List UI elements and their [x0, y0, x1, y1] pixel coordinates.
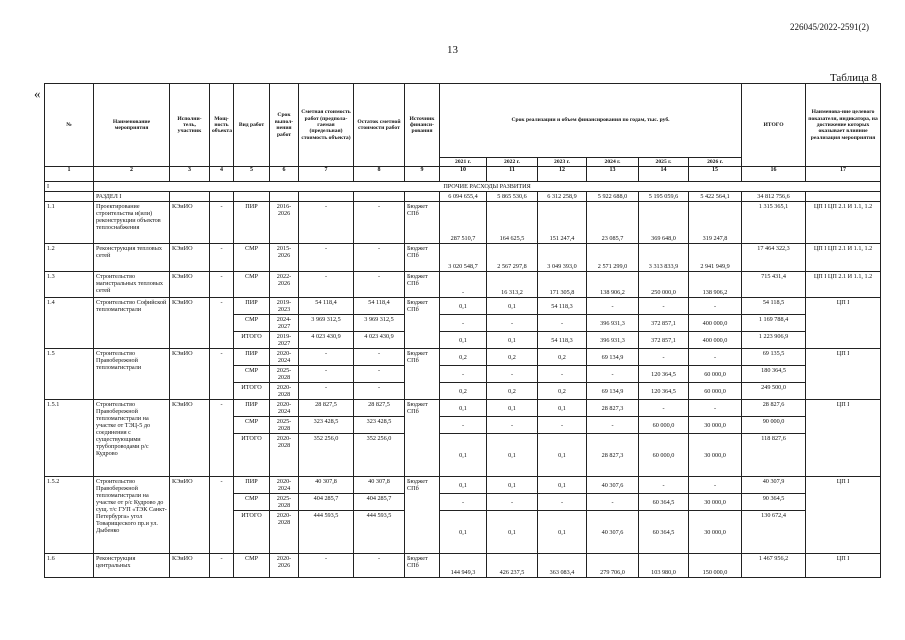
row-executor: КЭиИО	[170, 400, 210, 477]
row-capacity: -	[210, 477, 234, 554]
section-indicator	[806, 192, 881, 202]
col-number: 5	[234, 167, 270, 182]
document-number: 226045/2022-2591(2)	[790, 22, 869, 32]
row-capacity: -	[210, 272, 234, 298]
row-remaining: 40 307,8	[354, 477, 405, 494]
row-term: 2020-2024	[270, 400, 299, 417]
row-source: Бюджет СПб	[405, 244, 440, 272]
col-number: 8	[354, 167, 405, 182]
row-remaining: 404 285,7	[354, 494, 405, 511]
row-year-value: -	[587, 417, 639, 434]
row-remaining: -	[354, 272, 405, 298]
row-year-value: 287 510,7	[440, 202, 487, 244]
row-remaining: -	[354, 366, 405, 383]
row-year-value: 151 247,4	[538, 202, 587, 244]
row-year-value: 0,1	[487, 298, 538, 315]
row-year-value: 69 134,9	[587, 383, 639, 400]
row-work-type: СМР	[234, 315, 270, 332]
section-title: ПРОЧИЕ РАСХОДЫ РАЗВИТИЯ	[94, 182, 881, 192]
row-work-type: ПИР	[234, 400, 270, 417]
row-year-value: -	[689, 400, 742, 417]
row-name: Строительство Софийской тепломагистрали	[94, 298, 170, 349]
row-total: 17 464 322,3	[742, 244, 806, 272]
row-work-type: ПИР	[234, 202, 270, 244]
col-source: Источник финанси-рования	[405, 84, 440, 167]
row-year-value: 23 085,7	[587, 202, 639, 244]
row-source: Бюджет СПб	[405, 477, 440, 554]
col-cost: Сметная стоимость работ (предпола-гаемая (предельная) стоимость объекта)	[299, 84, 354, 167]
row-work-type: СМР	[234, 494, 270, 511]
row-year-value: 372 857,1	[639, 332, 689, 349]
row-year-value: -	[440, 366, 487, 383]
row-cost: -	[299, 272, 354, 298]
row-cost: 40 307,8	[299, 477, 354, 494]
row-year-value: 60 364,5	[639, 511, 689, 554]
row-year-value: 400 000,0	[689, 332, 742, 349]
row-no: 1.5.2	[45, 477, 94, 554]
row-year-value: 0,2	[538, 349, 587, 366]
row-cost: -	[299, 554, 354, 578]
row-indicator: ЦП I ЦП 2.1 И 1.1, 1.2	[806, 272, 881, 298]
col-number: 12	[538, 167, 587, 182]
row-total: 1 467 956,2	[742, 554, 806, 578]
row-work-type: СМР	[234, 417, 270, 434]
row-year-value: 0,1	[440, 477, 487, 494]
section-no: I	[45, 182, 94, 192]
row-year-value: 0,2	[487, 383, 538, 400]
row-year-value: 0,1	[487, 400, 538, 417]
col-remaining: Остаток сметной стоимости работ	[354, 84, 405, 167]
row-cost: -	[299, 366, 354, 383]
row-cost: 444 593,5	[299, 511, 354, 554]
row-indicator: ЦП I	[806, 477, 881, 554]
row-cost: 54 118,4	[299, 298, 354, 315]
section-year-value: 5 195 059,6	[639, 192, 689, 202]
col-number: 4	[210, 167, 234, 182]
row-capacity: -	[210, 202, 234, 244]
row-year-value: 0,1	[538, 477, 587, 494]
row-total: 69 135,5	[742, 349, 806, 366]
col-number: 11	[487, 167, 538, 182]
row-remaining: 323 428,5	[354, 417, 405, 434]
section-year-value: 6 312 258,9	[538, 192, 587, 202]
row-total: 180 364,5	[742, 366, 806, 383]
row-remaining: 3 969 312,5	[354, 315, 405, 332]
row-cost: 3 969 312,5	[299, 315, 354, 332]
col-number: 3	[170, 167, 210, 182]
row-year-value: 60 000,0	[689, 383, 742, 400]
row-year-value: 0,2	[538, 383, 587, 400]
row-name: Реконструкция центральных	[94, 554, 170, 578]
row-term: 2025-2028	[270, 494, 299, 511]
row-total: 1 223 906,9	[742, 332, 806, 349]
row-total: 90 000,0	[742, 417, 806, 434]
row-total: 1 315 365,1	[742, 202, 806, 244]
row-term: 2019-2023	[270, 298, 299, 315]
row-year-value: 2 941 949,9	[689, 244, 742, 272]
row-executor: КЭиИО	[170, 244, 210, 272]
row-work-type: ИТОГО	[234, 511, 270, 554]
row-year-value: 30 000,0	[689, 511, 742, 554]
col-term: Срок выпол-нения работ	[270, 84, 299, 167]
row-indicator: ЦП I ЦП 2.1 И 1.1, 1.2	[806, 244, 881, 272]
row-source: Бюджет СПб	[405, 298, 440, 349]
row-year-value: 60 000,0	[639, 417, 689, 434]
row-year-value: 69 134,9	[587, 349, 639, 366]
table-row	[45, 202, 881, 244]
col-name: Наименование мероприятия	[94, 84, 170, 167]
row-year-value: 28 827,3	[587, 400, 639, 417]
row-work-type: ИТОГО	[234, 383, 270, 400]
row-no: 1.3	[45, 272, 94, 298]
row-year-value: 30 000,0	[689, 434, 742, 477]
financing-table	[44, 83, 881, 578]
col-work-type: Вид работ	[234, 84, 270, 167]
row-total: 130 672,4	[742, 511, 806, 554]
row-indicator: ЦП I	[806, 400, 881, 477]
table-row	[45, 477, 881, 494]
col-year: 2025 г.	[639, 158, 689, 167]
row-term: 2025-2028	[270, 366, 299, 383]
col-executor: Исполни-тель, участник	[170, 84, 210, 167]
row-year-value: 2 571 299,0	[587, 244, 639, 272]
row-source: Бюджет СПб	[405, 202, 440, 244]
col-number: 6	[270, 167, 299, 182]
row-no: 1.2	[45, 244, 94, 272]
row-year-value: 319 247,8	[689, 202, 742, 244]
col-period: Срок реализации и объем финансирования по годам, тыс. руб.	[440, 84, 742, 158]
row-year-value: 138 906,2	[689, 272, 742, 298]
row-work-type: СМР	[234, 366, 270, 383]
open-quote: «	[34, 86, 41, 101]
row-year-value: 0,1	[538, 511, 587, 554]
row-term: 2015-2026	[270, 244, 299, 272]
row-total: 118 827,6	[742, 434, 806, 477]
row-executor: КЭиИО	[170, 298, 210, 349]
row-year-value: 0,2	[487, 349, 538, 366]
row-year-value: 0,1	[440, 332, 487, 349]
row-name: Строительство магистральных тепловых сетей	[94, 272, 170, 298]
row-term: 2019-2027	[270, 332, 299, 349]
col-year: 2024 г.	[587, 158, 639, 167]
row-year-value: 30 000,0	[689, 417, 742, 434]
row-indicator: ЦП I ЦП 2.1 И 1.1, 1.2	[806, 202, 881, 244]
col-number: 9	[405, 167, 440, 182]
row-name: Строительство Правобережной тепломагистрали на участке от ТЭЦ-5 до соединения с существующими трубопроводами р/с Кудрово	[94, 400, 170, 477]
row-year-value: 16 313,2	[487, 272, 538, 298]
row-year-value: -	[487, 494, 538, 511]
row-year-value: -	[487, 366, 538, 383]
row-year-value: -	[538, 315, 587, 332]
row-year-value: 369 648,0	[639, 202, 689, 244]
row-indicator: ЦП I	[806, 554, 881, 578]
row-year-value: 144 949,3	[440, 554, 487, 578]
row-work-type: ИТОГО	[234, 332, 270, 349]
row-indicator: ЦП I	[806, 349, 881, 400]
row-year-value: 0,1	[538, 400, 587, 417]
row-year-value: -	[538, 366, 587, 383]
row-executor: КЭиИО	[170, 554, 210, 578]
row-term: 2020-2028	[270, 434, 299, 477]
table-caption: Таблица 8	[829, 72, 877, 84]
row-year-value: -	[587, 366, 639, 383]
row-year-value: 0,1	[440, 511, 487, 554]
row-year-value: 0,1	[487, 477, 538, 494]
table-row	[45, 298, 881, 315]
row-year-value: -	[587, 494, 639, 511]
row-remaining: 54 118,4	[354, 298, 405, 315]
row-work-type: ПИР	[234, 298, 270, 315]
row-total: 54 118,5	[742, 298, 806, 315]
row-cost: 28 827,5	[299, 400, 354, 417]
row-year-value: 171 305,8	[538, 272, 587, 298]
row-year-value: 54 118,3	[538, 298, 587, 315]
table-row	[45, 554, 881, 578]
row-source: Бюджет СПб	[405, 272, 440, 298]
col-year: 2021 г.	[440, 158, 487, 167]
row-year-value: 0,1	[487, 511, 538, 554]
row-no: 1.6	[45, 554, 94, 578]
col-number: 1	[45, 167, 94, 182]
row-cost: -	[299, 383, 354, 400]
row-year-value: -	[639, 477, 689, 494]
row-no: 1.5.1	[45, 400, 94, 477]
row-year-value: 138 906,2	[587, 272, 639, 298]
row-year-value: -	[689, 477, 742, 494]
row-executor: КЭиИО	[170, 477, 210, 554]
section-year-value: 6 094 655,4	[440, 192, 487, 202]
row-name: Реконструкция тепловых сетей	[94, 244, 170, 272]
row-term: 2020-2024	[270, 477, 299, 494]
row-year-value: 0,1	[487, 434, 538, 477]
row-year-value: 150 000,0	[689, 554, 742, 578]
row-name: Строительство Правобережной тепломагистрали на участке от р/с Кудрово до сущ. т/с ГУП «ТЭК Санкт-Петербурга» угол Товарищеского пр.и ул. Дыбенко	[94, 477, 170, 554]
row-cost: 4 023 430,9	[299, 332, 354, 349]
section-year-value: 5 422 564,1	[689, 192, 742, 202]
row-work-type: ИТОГО	[234, 434, 270, 477]
row-remaining: -	[354, 202, 405, 244]
row-year-value: -	[440, 272, 487, 298]
row-year-value: -	[538, 417, 587, 434]
row-source: Бюджет СПб	[405, 554, 440, 578]
row-work-type: ПИР	[234, 477, 270, 494]
row-year-value: -	[487, 417, 538, 434]
row-year-value: 60 364,5	[639, 494, 689, 511]
row-total: 90 364,5	[742, 494, 806, 511]
row-term: 2024-2027	[270, 315, 299, 332]
row-term: 2016-2026	[270, 202, 299, 244]
row-capacity: -	[210, 554, 234, 578]
row-work-type: СМР	[234, 244, 270, 272]
row-executor: КЭиИО	[170, 272, 210, 298]
row-term: 2020-2028	[270, 383, 299, 400]
col-year: 2022 г.	[487, 158, 538, 167]
row-year-value: 54 118,3	[538, 332, 587, 349]
row-year-value: -	[587, 298, 639, 315]
section-year-value: 5 922 688,0	[587, 192, 639, 202]
row-year-value: 60 000,0	[639, 434, 689, 477]
row-name: Строительство Правобережной тепломагистрали	[94, 349, 170, 400]
row-no: 1.1	[45, 202, 94, 244]
row-year-value: 250 000,0	[639, 272, 689, 298]
row-year-value: 400 000,0	[689, 315, 742, 332]
row-name: Проектирование строительства и(или) реконструкции объектов теплоснабжения	[94, 202, 170, 244]
row-year-value: 396 931,3	[587, 315, 639, 332]
row-capacity: -	[210, 298, 234, 349]
row-capacity: -	[210, 400, 234, 477]
row-year-value: -	[639, 400, 689, 417]
row-cost: 352 256,0	[299, 434, 354, 477]
row-year-value: 279 706,0	[587, 554, 639, 578]
row-year-value: 0,1	[538, 434, 587, 477]
row-total: 715 431,4	[742, 272, 806, 298]
row-year-value: 0,1	[440, 298, 487, 315]
row-term: 2022-2026	[270, 272, 299, 298]
table-row	[45, 272, 881, 298]
row-remaining: -	[354, 244, 405, 272]
col-total: ИТОГО	[742, 84, 806, 167]
row-year-value: 372 857,1	[639, 315, 689, 332]
col-indicator: Наименова-ние целевого показателя, индикатора, на достижение которых оказывает влияние реализация мероприятия	[806, 84, 881, 167]
col-capacity: Мощ-ность объекта	[210, 84, 234, 167]
row-year-value: -	[440, 494, 487, 511]
row-cost: 404 285,7	[299, 494, 354, 511]
row-year-value: -	[440, 417, 487, 434]
col-number: 2	[94, 167, 170, 182]
row-remaining: -	[354, 554, 405, 578]
col-number: 7	[299, 167, 354, 182]
col-year: 2026 г.	[689, 158, 742, 167]
row-cost: -	[299, 244, 354, 272]
col-number: 10	[440, 167, 487, 182]
row-total: 249 500,0	[742, 383, 806, 400]
table-row	[45, 400, 881, 417]
row-year-value: 363 083,4	[538, 554, 587, 578]
row-no: 1.5	[45, 349, 94, 400]
row-total: 1 169 788,4	[742, 315, 806, 332]
row-remaining: -	[354, 349, 405, 366]
section-year-value: 5 865 530,6	[487, 192, 538, 202]
row-year-value: -	[440, 315, 487, 332]
row-year-value: -	[689, 298, 742, 315]
row-year-value: 120 364,5	[639, 366, 689, 383]
section-name: РАЗДЕЛ I	[94, 192, 170, 202]
row-remaining: 352 256,0	[354, 434, 405, 477]
row-year-value: 0,1	[440, 434, 487, 477]
row-year-value: 0,2	[440, 349, 487, 366]
col-number: 15	[689, 167, 742, 182]
row-year-value: 30 000,0	[689, 494, 742, 511]
row-remaining: -	[354, 383, 405, 400]
row-cost: -	[299, 349, 354, 366]
col-number: 14	[639, 167, 689, 182]
row-source: Бюджет СПб	[405, 400, 440, 477]
col-number: 13	[587, 167, 639, 182]
row-executor: КЭиИО	[170, 202, 210, 244]
row-year-value: 120 364,5	[639, 383, 689, 400]
row-year-value: 40 307,6	[587, 511, 639, 554]
row-work-type: СМР	[234, 554, 270, 578]
row-indicator: ЦП I	[806, 298, 881, 349]
row-term: 2020-2024	[270, 349, 299, 366]
row-year-value: 0,1	[487, 332, 538, 349]
row-capacity: -	[210, 349, 234, 400]
row-cost: -	[299, 202, 354, 244]
row-year-value: 103 980,0	[639, 554, 689, 578]
row-year-value: 164 625,5	[487, 202, 538, 244]
row-source: Бюджет СПб	[405, 349, 440, 400]
row-total: 40 307,9	[742, 477, 806, 494]
row-year-value: -	[538, 494, 587, 511]
table-row	[45, 244, 881, 272]
row-term: 2020-2026	[270, 554, 299, 578]
row-cost: 323 428,5	[299, 417, 354, 434]
row-year-value: 396 931,3	[587, 332, 639, 349]
col-number: 17	[806, 167, 881, 182]
row-work-type: СМР	[234, 272, 270, 298]
row-work-type: ПИР	[234, 349, 270, 366]
row-term: 2020-2028	[270, 511, 299, 554]
row-capacity: -	[210, 244, 234, 272]
section-total: 34 812 756,6	[742, 192, 806, 202]
row-year-value: 60 000,0	[689, 366, 742, 383]
row-year-value: 0,2	[440, 383, 487, 400]
row-executor: КЭиИО	[170, 349, 210, 400]
row-year-value: -	[639, 298, 689, 315]
row-year-value: 3 049 393,0	[538, 244, 587, 272]
row-year-value: 28 827,3	[587, 434, 639, 477]
row-year-value: 426 237,5	[487, 554, 538, 578]
row-year-value: 0,1	[440, 400, 487, 417]
row-year-value: 3 313 833,9	[639, 244, 689, 272]
col-number: 16	[742, 167, 806, 182]
row-remaining: 4 023 430,9	[354, 332, 405, 349]
row-year-value: -	[487, 315, 538, 332]
row-term: 2025-2028	[270, 417, 299, 434]
table-row	[45, 349, 881, 366]
row-no: 1.4	[45, 298, 94, 349]
row-year-value: 2 567 297,8	[487, 244, 538, 272]
row-total: 28 827,6	[742, 400, 806, 417]
row-year-value: 3 020 548,7	[440, 244, 487, 272]
row-year-value: 40 307,6	[587, 477, 639, 494]
col-year: 2023 г.	[538, 158, 587, 167]
row-year-value: -	[689, 349, 742, 366]
page-number: 13	[447, 44, 458, 56]
row-year-value: -	[639, 349, 689, 366]
col-no: №	[45, 84, 94, 167]
row-remaining: 28 827,5	[354, 400, 405, 417]
row-remaining: 444 593,5	[354, 511, 405, 554]
